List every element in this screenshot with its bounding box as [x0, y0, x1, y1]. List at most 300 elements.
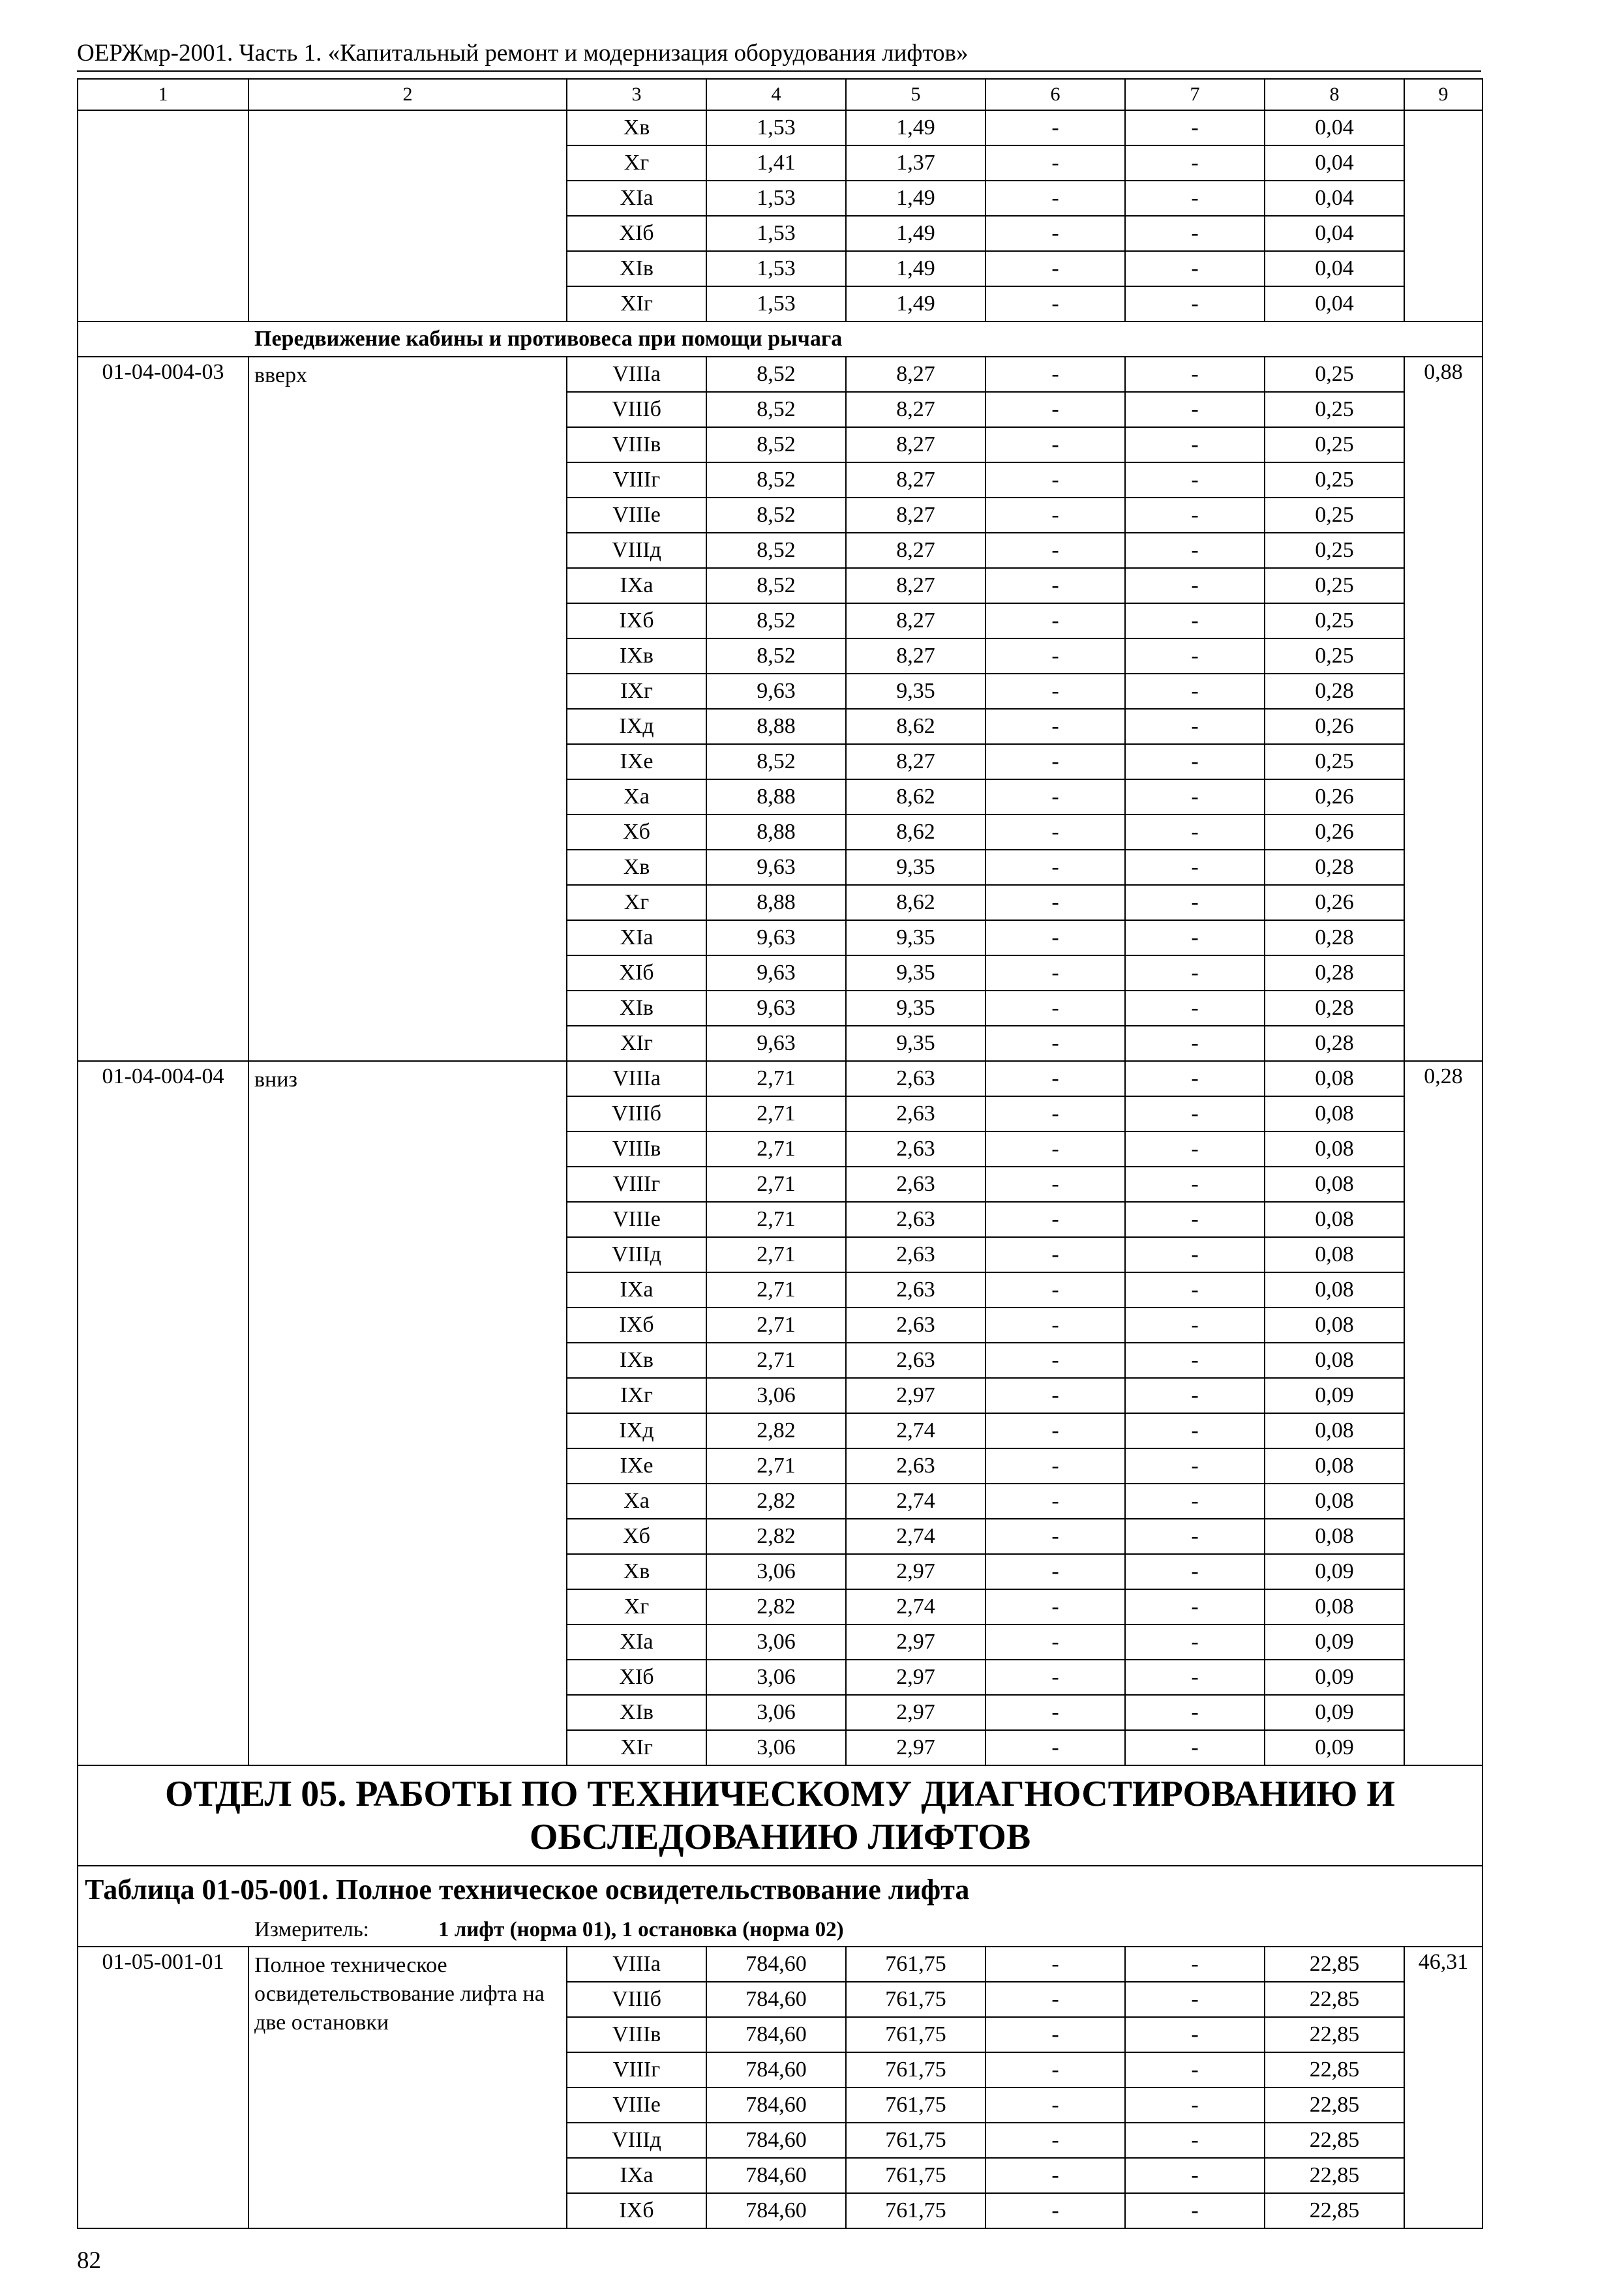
value-col7: - — [1125, 498, 1265, 533]
value-col5: 761,75 — [846, 2087, 985, 2123]
value-col8: 0,08 — [1265, 1272, 1404, 1308]
value-col8: 0,08 — [1265, 1413, 1404, 1448]
category-cell: VIIIд — [567, 2123, 706, 2158]
value-col6: - — [985, 181, 1125, 216]
value-col7: - — [1125, 1202, 1265, 1237]
table-row — [78, 110, 1482, 145]
value-col4: 784,60 — [706, 2193, 846, 2228]
value-col8: 0,25 — [1265, 533, 1404, 568]
value-col5: 761,75 — [846, 2123, 985, 2158]
value-col5: 8,27 — [846, 357, 985, 392]
category-cell: IХб — [567, 1308, 706, 1343]
category-cell: VIIIв — [567, 2017, 706, 2052]
value-col5: 2,74 — [846, 1589, 985, 1624]
value-col4: 2,71 — [706, 1308, 846, 1343]
value-col4: 2,82 — [706, 1519, 846, 1554]
column-number: 8 — [1265, 79, 1404, 110]
value-col7: - — [1125, 955, 1265, 991]
value-col5: 8,27 — [846, 392, 985, 427]
value-col7: - — [1125, 744, 1265, 779]
value-col6: - — [985, 2052, 1125, 2087]
value-col7: - — [1125, 2193, 1265, 2228]
value-col4: 8,52 — [706, 638, 846, 674]
column-number: 2 — [248, 79, 567, 110]
value-col8: 0,04 — [1265, 181, 1404, 216]
value-col4: 8,88 — [706, 709, 846, 744]
value-col6: - — [985, 709, 1125, 744]
value-col7: - — [1125, 357, 1265, 392]
value-col8: 0,09 — [1265, 1660, 1404, 1695]
value-col7: - — [1125, 1026, 1265, 1061]
item-code — [78, 110, 248, 322]
category-cell: VIIIг — [567, 1167, 706, 1202]
value-col4: 2,71 — [706, 1272, 846, 1308]
value-col4: 784,60 — [706, 2087, 846, 2123]
value-col5: 9,35 — [846, 955, 985, 991]
value-col6: - — [985, 920, 1125, 955]
category-cell: IХг — [567, 1378, 706, 1413]
value-col6: - — [985, 991, 1125, 1026]
value-col7: - — [1125, 850, 1265, 885]
value-col5: 2,97 — [846, 1378, 985, 1413]
value-col5: 9,35 — [846, 1026, 985, 1061]
value-col6: - — [985, 1589, 1125, 1624]
category-cell: VIIIе — [567, 498, 706, 533]
value-col7: - — [1125, 674, 1265, 709]
category-cell: IХв — [567, 638, 706, 674]
value-col7: - — [1125, 2158, 1265, 2193]
value-col7: - — [1125, 2017, 1265, 2052]
value-col8: 0,09 — [1265, 1730, 1404, 1765]
value-col5: 2,63 — [846, 1202, 985, 1237]
value-col6: - — [985, 674, 1125, 709]
value-col4: 8,52 — [706, 603, 846, 638]
value-col4: 2,71 — [706, 1061, 846, 1096]
value-col8: 0,25 — [1265, 427, 1404, 462]
value-col6: - — [985, 1272, 1125, 1308]
value-col4: 9,63 — [706, 991, 846, 1026]
value-col8: 0,25 — [1265, 603, 1404, 638]
category-cell: IХв — [567, 1343, 706, 1378]
value-col4: 2,82 — [706, 1589, 846, 1624]
value-col8: 22,85 — [1265, 2052, 1404, 2087]
value-col8: 0,26 — [1265, 815, 1404, 850]
value-col4: 9,63 — [706, 1026, 846, 1061]
value-col8: 0,08 — [1265, 1484, 1404, 1519]
category-cell: ХIг — [567, 286, 706, 322]
value-col8: 0,04 — [1265, 110, 1404, 145]
category-cell: VIIIг — [567, 462, 706, 498]
value-col6: - — [985, 2158, 1125, 2193]
value-col5: 8,62 — [846, 709, 985, 744]
category-cell: Хб — [567, 815, 706, 850]
item-name: Полное техническое освидетельствование лифта на две остановки — [248, 1947, 567, 2228]
value-col7: - — [1125, 1982, 1265, 2017]
section-title-row — [78, 1765, 1482, 1866]
value-col5: 8,27 — [846, 462, 985, 498]
value-col7: - — [1125, 392, 1265, 427]
category-cell: ХIа — [567, 181, 706, 216]
value-col4: 784,60 — [706, 1982, 846, 2017]
value-col5: 9,35 — [846, 920, 985, 955]
value-col5: 761,75 — [846, 1982, 985, 2017]
category-cell: Хв — [567, 110, 706, 145]
value-col8: 22,85 — [1265, 2087, 1404, 2123]
value-col8: 0,04 — [1265, 251, 1404, 286]
item-code: 01-04-004-03 — [78, 357, 248, 1061]
value-col4: 8,52 — [706, 462, 846, 498]
value-col4: 2,71 — [706, 1237, 846, 1272]
value-col8: 22,85 — [1265, 2123, 1404, 2158]
value-col4: 8,52 — [706, 568, 846, 603]
category-cell: IХб — [567, 2193, 706, 2228]
value-col7: - — [1125, 1947, 1265, 1982]
category-cell: Хв — [567, 850, 706, 885]
table-row — [78, 1947, 1482, 1982]
value-col4: 9,63 — [706, 955, 846, 991]
value-col8: 0,04 — [1265, 145, 1404, 181]
value-col7: - — [1125, 1695, 1265, 1730]
value-col4: 3,06 — [706, 1554, 846, 1589]
category-cell: VIIIв — [567, 1131, 706, 1167]
value-col5: 8,27 — [846, 638, 985, 674]
category-cell: VIIIа — [567, 1947, 706, 1982]
value-col4: 3,06 — [706, 1730, 846, 1765]
category-cell: VIIIа — [567, 357, 706, 392]
value-col6: - — [985, 2017, 1125, 2052]
value-col8: 0,08 — [1265, 1519, 1404, 1554]
category-cell: ХIг — [567, 1026, 706, 1061]
value-col4: 2,82 — [706, 1484, 846, 1519]
column-number: 5 — [846, 79, 985, 110]
value-col4: 8,88 — [706, 885, 846, 920]
value-col4: 2,71 — [706, 1343, 846, 1378]
category-cell: VIIIд — [567, 1237, 706, 1272]
item-name: вниз — [248, 1061, 567, 1765]
value-col4: 3,06 — [706, 1624, 846, 1660]
table-title: Таблица 01-05-001. Полное техническое освидетельствование лифта — [78, 1866, 1482, 1913]
item-code: 01-04-004-04 — [78, 1061, 248, 1765]
value-col7: - — [1125, 991, 1265, 1026]
category-cell: VIIIб — [567, 1096, 706, 1131]
value-col8: 0,08 — [1265, 1589, 1404, 1624]
category-cell: ХIа — [567, 1624, 706, 1660]
table-title-row — [78, 1866, 1482, 1913]
value-col4: 784,60 — [706, 2158, 846, 2193]
value-col7: - — [1125, 603, 1265, 638]
value-col5: 8,27 — [846, 427, 985, 462]
value-col8: 0,26 — [1265, 709, 1404, 744]
category-cell: IХа — [567, 1272, 706, 1308]
value-col7: - — [1125, 1519, 1265, 1554]
value-col8: 0,08 — [1265, 1308, 1404, 1343]
category-cell: ХIв — [567, 991, 706, 1026]
value-col8: 0,25 — [1265, 744, 1404, 779]
value-col6: - — [985, 638, 1125, 674]
value-col6: - — [985, 2193, 1125, 2228]
value-col8: 0,09 — [1265, 1554, 1404, 1589]
value-col7: - — [1125, 181, 1265, 216]
value-col6: - — [985, 498, 1125, 533]
table-row — [78, 1061, 1482, 1096]
value-col6: - — [985, 110, 1125, 145]
value-col7: - — [1125, 1448, 1265, 1484]
value-col8: 0,08 — [1265, 1167, 1404, 1202]
value-col6: - — [985, 1167, 1125, 1202]
value-col5: 8,62 — [846, 815, 985, 850]
category-cell: VIIIе — [567, 2087, 706, 2123]
value-col7: - — [1125, 216, 1265, 251]
value-col8: 0,08 — [1265, 1096, 1404, 1131]
value-col5: 761,75 — [846, 2017, 985, 2052]
value-col6: - — [985, 427, 1125, 462]
value-col8: 0,25 — [1265, 357, 1404, 392]
value-col5: 1,49 — [846, 286, 985, 322]
value-col7: - — [1125, 920, 1265, 955]
value-col7: - — [1125, 110, 1265, 145]
value-col8: 22,85 — [1265, 2193, 1404, 2228]
value-col6: - — [985, 1096, 1125, 1131]
column-number: 6 — [985, 79, 1125, 110]
value-col8: 0,28 — [1265, 991, 1404, 1026]
value-col7: - — [1125, 462, 1265, 498]
value-col4: 2,71 — [706, 1167, 846, 1202]
value-col7: - — [1125, 2123, 1265, 2158]
category-cell: Ха — [567, 1484, 706, 1519]
value-col5: 2,74 — [846, 1413, 985, 1448]
value-col6: - — [985, 1519, 1125, 1554]
column-number: 9 — [1404, 79, 1482, 110]
value-col8: 0,26 — [1265, 779, 1404, 815]
value-col8: 0,04 — [1265, 286, 1404, 322]
meter-label: Измеритель: — [254, 1918, 369, 1941]
value-col5: 761,75 — [846, 1947, 985, 1982]
value-col8: 0,08 — [1265, 1202, 1404, 1237]
category-cell: IХг — [567, 674, 706, 709]
category-cell: ХIа — [567, 920, 706, 955]
value-col5: 1,49 — [846, 216, 985, 251]
value-col4: 1,53 — [706, 181, 846, 216]
value-col8: 0,25 — [1265, 462, 1404, 498]
category-cell: VIIIг — [567, 2052, 706, 2087]
category-cell: ХIв — [567, 251, 706, 286]
column-number-row — [78, 79, 1482, 110]
value-col6: - — [985, 1026, 1125, 1061]
value-col4: 8,52 — [706, 498, 846, 533]
value-col5: 8,62 — [846, 885, 985, 920]
category-cell: Хг — [567, 885, 706, 920]
value-col6: - — [985, 533, 1125, 568]
value-col6: - — [985, 1730, 1125, 1765]
value-col7: - — [1125, 1730, 1265, 1765]
value-col8: 0,09 — [1265, 1695, 1404, 1730]
value-col8: 0,28 — [1265, 674, 1404, 709]
value-col5: 8,62 — [846, 779, 985, 815]
category-cell: ХIг — [567, 1730, 706, 1765]
category-cell: IХе — [567, 744, 706, 779]
value-col4: 3,06 — [706, 1378, 846, 1413]
value-col4: 8,52 — [706, 357, 846, 392]
item-total — [1404, 110, 1482, 322]
value-col4: 8,52 — [706, 427, 846, 462]
item-total: 0,28 — [1404, 1061, 1482, 1765]
value-col5: 9,35 — [846, 850, 985, 885]
value-col5: 2,97 — [846, 1695, 985, 1730]
value-col6: - — [985, 462, 1125, 498]
value-col6: - — [985, 779, 1125, 815]
value-col4: 784,60 — [706, 2017, 846, 2052]
category-cell: ХIв — [567, 1695, 706, 1730]
value-col6: - — [985, 1202, 1125, 1237]
category-cell: VIIIв — [567, 427, 706, 462]
norms-table — [77, 78, 1483, 2229]
value-col4: 9,63 — [706, 850, 846, 885]
category-cell: ХIб — [567, 216, 706, 251]
value-col5: 1,37 — [846, 145, 985, 181]
value-col4: 3,06 — [706, 1695, 846, 1730]
value-col7: - — [1125, 1484, 1265, 1519]
value-col7: - — [1125, 1272, 1265, 1308]
value-col6: - — [985, 1237, 1125, 1272]
value-col4: 784,60 — [706, 1947, 846, 1982]
value-col8: 0,08 — [1265, 1237, 1404, 1272]
value-col5: 2,63 — [846, 1237, 985, 1272]
table-row — [78, 357, 1482, 392]
table-body — [78, 79, 1482, 2228]
value-col8: 0,08 — [1265, 1343, 1404, 1378]
item-code: 01-05-001-01 — [78, 1947, 248, 2228]
value-col6: - — [985, 2087, 1125, 2123]
value-col5: 1,49 — [846, 251, 985, 286]
value-col6: - — [985, 568, 1125, 603]
item-total: 0,88 — [1404, 357, 1482, 1061]
value-col5: 2,97 — [846, 1730, 985, 1765]
value-col8: 0,25 — [1265, 498, 1404, 533]
value-col5: 8,27 — [846, 533, 985, 568]
value-col7: - — [1125, 2052, 1265, 2087]
value-col5: 1,49 — [846, 181, 985, 216]
value-col8: 0,28 — [1265, 850, 1404, 885]
value-col4: 8,88 — [706, 815, 846, 850]
value-col8: 0,09 — [1265, 1378, 1404, 1413]
value-col6: - — [985, 1378, 1125, 1413]
value-col6: - — [985, 1695, 1125, 1730]
value-col6: - — [985, 145, 1125, 181]
item-name: вверх — [248, 357, 567, 1061]
value-col6: - — [985, 1448, 1125, 1484]
category-cell: ХIб — [567, 1660, 706, 1695]
value-col8: 0,28 — [1265, 955, 1404, 991]
value-col4: 784,60 — [706, 2052, 846, 2087]
category-cell: ХIб — [567, 955, 706, 991]
value-col6: - — [985, 1131, 1125, 1167]
value-col8: 0,25 — [1265, 568, 1404, 603]
value-col8: 22,85 — [1265, 2017, 1404, 2052]
column-number: 4 — [706, 79, 846, 110]
category-cell: IХа — [567, 2158, 706, 2193]
column-number: 7 — [1125, 79, 1265, 110]
value-col6: - — [985, 216, 1125, 251]
value-col4: 1,41 — [706, 145, 846, 181]
category-cell: IХа — [567, 568, 706, 603]
value-col5: 761,75 — [846, 2052, 985, 2087]
column-number: 1 — [78, 79, 248, 110]
category-cell: Хг — [567, 145, 706, 181]
value-col5: 2,63 — [846, 1131, 985, 1167]
value-col7: - — [1125, 1589, 1265, 1624]
value-col5: 2,63 — [846, 1061, 985, 1096]
value-col5: 761,75 — [846, 2158, 985, 2193]
category-cell: VIIIб — [567, 392, 706, 427]
value-col7: - — [1125, 2087, 1265, 2123]
category-cell: IХе — [567, 1448, 706, 1484]
page-number: 82 — [77, 2247, 101, 2274]
value-col4: 8,52 — [706, 392, 846, 427]
subtitle: Передвижение кабины и противовеса при помощи рычага — [78, 322, 1482, 357]
value-col7: - — [1125, 533, 1265, 568]
subtitle-row — [78, 322, 1482, 357]
value-col5: 2,97 — [846, 1624, 985, 1660]
value-col4: 2,71 — [706, 1096, 846, 1131]
value-col6: - — [985, 850, 1125, 885]
value-col8: 0,08 — [1265, 1131, 1404, 1167]
category-cell: Ха — [567, 779, 706, 815]
value-col5: 2,97 — [846, 1660, 985, 1695]
value-col8: 22,85 — [1265, 1982, 1404, 2017]
value-col5: 8,27 — [846, 603, 985, 638]
category-cell: Хв — [567, 1554, 706, 1589]
category-cell: VIIIд — [567, 533, 706, 568]
category-cell: VIIIб — [567, 1982, 706, 2017]
value-col6: - — [985, 744, 1125, 779]
value-col5: 1,49 — [846, 110, 985, 145]
running-header: ОЕРЖмр-2001. Часть 1. «Капитальный ремонт и модернизация оборудования лифтов» — [77, 40, 969, 67]
value-col8: 22,85 — [1265, 2158, 1404, 2193]
value-col5: 2,63 — [846, 1448, 985, 1484]
value-col4: 9,63 — [706, 674, 846, 709]
value-col7: - — [1125, 1378, 1265, 1413]
value-col8: 0,25 — [1265, 392, 1404, 427]
category-cell: VIIIа — [567, 1061, 706, 1096]
value-col5: 8,27 — [846, 568, 985, 603]
value-col4: 1,53 — [706, 251, 846, 286]
value-col6: - — [985, 1308, 1125, 1343]
value-col6: - — [985, 885, 1125, 920]
value-col7: - — [1125, 1413, 1265, 1448]
category-cell: IХд — [567, 709, 706, 744]
value-col4: 9,63 — [706, 920, 846, 955]
meter-row — [78, 1913, 1482, 1947]
value-col4: 8,52 — [706, 533, 846, 568]
value-col7: - — [1125, 427, 1265, 462]
value-col6: - — [985, 1660, 1125, 1695]
value-col6: - — [985, 1624, 1125, 1660]
value-col4: 8,52 — [706, 744, 846, 779]
value-col6: - — [985, 251, 1125, 286]
value-col7: - — [1125, 709, 1265, 744]
header-rule — [77, 70, 1481, 72]
value-col6: - — [985, 286, 1125, 322]
value-col6: - — [985, 815, 1125, 850]
value-col7: - — [1125, 779, 1265, 815]
value-col5: 8,27 — [846, 498, 985, 533]
value-col4: 1,53 — [706, 216, 846, 251]
section-title: ОТДЕЛ 05. РАБОТЫ ПО ТЕХНИЧЕСКОМУ ДИАГНОСТИРОВАНИЮ И ОБСЛЕДОВАНИЮ ЛИФТОВ — [78, 1765, 1482, 1866]
value-col8: 0,26 — [1265, 885, 1404, 920]
meter-value: 1 лифт (норма 01), 1 остановка (норма 02) — [438, 1918, 844, 1941]
value-col6: - — [985, 1413, 1125, 1448]
column-number: 3 — [567, 79, 706, 110]
